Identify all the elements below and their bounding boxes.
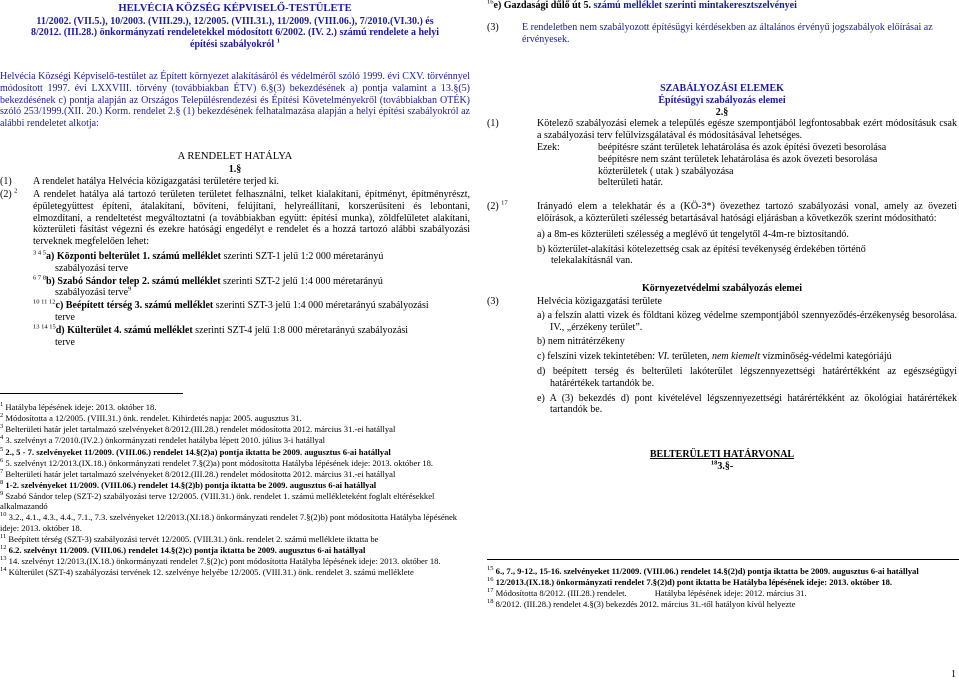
footnote: $^{12}$ 6.2. szelvényt 11/2009. (VIII.06.) rendelet 14.§(2)c) pontja iktatta be 2009. augusztus 6-ai hatállyal <box>0 543 366 555</box>
section-title: A RENDELET HATÁLYA <box>177 151 293 162</box>
env-item-e: e) A (3) bekezdés d) pont kivételével légszennyezettségi határértékként az ökológiai határértékek tartandók be. <box>537 392 957 416</box>
border-section: $^{18}$3.§- <box>710 459 734 472</box>
env-item-d: d) beépített terség és belterületi lakóterület légszennyezettségi határértékként az egészségügyi határértékek tartandók be. <box>537 365 957 389</box>
plan-list <box>0 251 470 348</box>
section-number: 1.§ <box>228 163 242 175</box>
border-title: BELTERÜLETI HATÁRVONAL <box>649 449 795 461</box>
footnotes-left <box>0 402 470 578</box>
right-paragraph-1: (1) Kötelező szabályozási elemek a település egésze szempontjából legfontosabbak ezért módosításuk csak a szabályozási terv felülvizsgálatával és módosításával lehetséges. <box>487 118 957 142</box>
rule-a: a) a 8m-es közterületi szélesség a meglévő út tengelytől 4-4m-re biztosítandó. <box>537 228 849 240</box>
regulation-title: SZABÁLYOZÁSI ELEMEK <box>660 83 784 94</box>
plan-item: $^{10 11 12}$c) Beépített térség 3. számú melléklet szerinti SZT-3 jelű 1:4 000 méretarányú szabályozási terve <box>33 298 429 324</box>
footnote: $^3$ Belterületi határ jelet tartalmazó szelvényeket 8/2012.(III.28.) rendelet módosította 2012. március 31.-ei hatállyal <box>0 423 396 435</box>
footnote: $^{16}$ 12/2013.(IX.18.) önkormányzati rendelet 7.§(2)d) pont iktatta be Hatályba lépésének ideje: 2013. október 18. <box>487 576 893 588</box>
plan-item: $^{3 4 5}$a) Központi belterület 1. számú melléklet szerinti SZT-1 jelű 1:2 000 méretarányú szabályozási terve <box>33 249 384 274</box>
rule-b: b) közterület-alakítási kötelezettség csak az építési tevékenység érdekében történő <box>537 243 866 255</box>
env-item-a: a) a felszín alatti vizek és földtani közeg védelme szempontjából szennyeződés-érzékenység besorolása. IV., „érzékeny terület”. <box>537 309 957 333</box>
elements-list: Ezek: beépítésre szánt területek lehatárolása és azok építési övezeti besorolása beépítésre nem szánt területek lehatárolása és azok övezeti besorolása közterületek ( utak ) szabályozása belterületi határ. <box>537 141 887 189</box>
footnote: $^{13}$ 14. szelvényt 12/2013.(IX.18.) önkormányzati rendelet 7.§(2)c) pont módosította Hatályba lépésének ideje: 2013. október 18. <box>0 555 441 566</box>
footnote: $^9$ Szabó Sándor telep (SZT-2) szabályozási terve 12/2005. (VIII.31.) önk. rendelet 1. számú mellékleteként foglalt eltérésekkel alkalmazandó <box>0 490 435 512</box>
footnote: $^2$ Módosította a 12/2005. (VIII.31.) önk. rendelet. Kihirdetés napja: 2005. augusztus 31. <box>0 412 302 424</box>
footnote: $^1$ Hatályba lépésének ideje: 2013. október 18. <box>0 401 157 412</box>
plan-item: $^{13 14 15}$d) Külterület 4. számú melléklet szerinti SZT-4 jelű 1:8 000 méretarányú szabályozási terve <box>33 323 409 348</box>
header-amendments-line2: 8/2012. (III.28.) önkormányzati rendeletekkel módosított 6/2002. (IV. 2.) számú rendelete a helyi <box>30 27 440 39</box>
rule-b-cont: telekalakításnál van. <box>551 255 633 267</box>
footnote: $^{14}$ Külterület (SZT-4) szabályozási tervének 12. szelvénye helyébe 12/2005. (VIII.31.) önk. rendelet 3. számú melléklete <box>0 566 414 578</box>
footnote: $^8$ 1-2. szelvényeket 11/2009. (VIII.06.) rendelet 14.§(2)b) pontja iktatta be 2009. augusztus 6-ai hatállyal <box>0 479 377 490</box>
right-paragraph-3: (3) Helvécia közigazgatási területe a) a felszín alatti vizek és földtani közeg védelme szempontjából szennyeződés-érzékenység besorolása. IV., „érzékeny terület”. b) nem nitrátérzékeny c) felszíni vizek tekintetében: VI. területen, nem kiemelt vízminőség-védelmi kategóriájú d) beépített terség és belterületi lakóterület légszennyezettségi határértékként az egészségügyi határértékek tartandók be. e) A (3) bekezdés d) pont kivételével légszennyezettségi határértékként az ökológiai határértékek tartandók be. <box>487 295 957 416</box>
paragraph-2: (2) $^2$ A rendelet hatálya alá tartozó területen területet felhasználni, telket kialakítani, építményt, építményrészt, épületegyüttest építeni, átalakítani, bővíteni, felújítani, helyreállítani, korszerűsíteni és lebontani, elmozdítani, a rendeltetést megváltoztatni (a továbbiakban együtt: építési munka), zöldfelületet alakítani, közterületi fásítást végezni és ezekre hatósági engedélyt e rendelet és a hozzá tartozó alábbi szabályozási terveknek megfelelően lehet: <box>0 187 470 248</box>
footnote: $^{18}$ 8/2012. (III.28.) rendelet 4.§(3) bekezdés 2012. március 31.-től hatályon kívül helyezte <box>487 598 796 610</box>
footnote: $^{11}$ Beépített térség (SZT-3) szabályozási tervét 12/2005. (VIII.31.) önk. rendelet 2. számú melléklete iktatta be <box>0 532 379 544</box>
plan-item: $^{6 7 8}$b) Szabó Sándor telep 2. számú melléklet szerinti SZT-2 jelű 1:4 000 méretarányú szabályozási terve$^9$ <box>33 274 383 299</box>
footnote: $^6$ 5. szelvényt 12/2013.(IX.18.) önkormányzati rendelet 7.§(2)a) pont módosította Hatályba lépésének ideje: 2013. október 18. <box>0 456 434 468</box>
regulation-subtitle: Építésügyi szabályozás elemei <box>658 94 786 106</box>
item-e-line: $^{16}$e) Gazdasági dűlő út 5. számú melléklet szerinti mintakeresztszelvényei <box>487 0 797 11</box>
footnote: $^{17}$ Módosította 8/2012. (III.28.) rendelet. Hatályba lépésének ideje: 2012. március 31. <box>487 587 807 599</box>
footnote: $^4$ 3. szelvényt a 7/2010.(IV.2.) önkormányzati rendelet hatályba lépett 2010. július 3-i hatállyal <box>0 434 326 446</box>
footnote: $^5$ 2., 5 - 7. szelvényeket 11/2009. (VIII.06.) rendelet 14.§(2)a) pontja iktatta be 2009. augusztus 6-ai hatállyal <box>0 445 391 457</box>
header-title: HELVÉCIA KÖZSÉG KÉPVISELŐ-TESTÜLETE <box>118 3 352 14</box>
section-number-2: 2.§ <box>715 106 729 118</box>
env-item-b: b) nem nitrátérzékeny <box>537 336 625 348</box>
footnote: $^7$ Belterületi határ jelet tartalmazó szelvényeket 8/2012.(III.28.) rendelet módosította 2012. március 31.-ei hatállyal <box>0 467 396 479</box>
footnotes-right <box>487 566 957 611</box>
header-amendments-line1: 11/2002. (VII.5.), 10/2003. (VIII.29.), 12/2005. (VIII.31.), 11/2009. (VIII.06.), 7/2010.(VI.30.) és <box>36 15 434 27</box>
env-title: Környezetvédelmi szabályozás elemei <box>642 283 802 295</box>
header-subject: építési szabályokról $^1$ <box>190 37 280 51</box>
env-item-c: c) felszíni vizek tekintetében: VI. területen, nem kiemelt vízminőség-védelmi kategóriájú <box>537 351 892 363</box>
preamble: Helvécia Községi Képviselő-testület az Épített környezet alakításáról és védelméről szóló 1999. évi CXV. törvénnyel módosított 1997. évi LXXVIII. törvény (továbbiakban ÉTV) 6.§(3) bekezdésének a) pontja valamint a 13.§(5) bekezdésének c) pontja alapján az Országos Településrendezési és Építési Követelményekről (továbbiakban OTÉK) szóló 253/1999.(XII. 20.) Korm. rendelet 2.§ (1) bekezdésének felhatalmazása alapján a helyi építési szabályokról az alábbi rendeletet alkotja: <box>0 71 470 130</box>
item-3: (3) E rendeletben nem szabályozott építésügyi kérdésekben az általános érvényű jogszabályok előírásai az érvényesek. <box>487 21 933 45</box>
right-paragraph-2: (2) $^{17}$ Irányadó elem a telekhatár és a (KÖ-3*) övezethez tartozó szabályozási vonal, amely az övezeti előírások, a közterületi szélesség betartásával hatósági eljárásban a következők szerint módosítható: a) a 8m-es közterületi szélesség a meglévő út tengelytől 4-4m-re biztosítandó. b) közterület-alakítási kötelezettség csak az építési tevékenység érdekében történő telekalakításnál van. <box>487 199 957 267</box>
page-number: 1 <box>951 669 956 680</box>
paragraph-1: (1) A rendelet hatálya Helvécia közigazgatási területére terjed ki. <box>0 176 279 188</box>
right-header-block <box>487 0 952 45</box>
footnote: $^{10}$ 3.2., 4.1., 4.3., 4.4., 7.1., 7.3. szelvényeket 12/2013.(XI.18.) önkormányzati rendelet 7.§(2)b) pont módosította Hatályba lépésének ideje: 2013. október 18. <box>0 511 458 533</box>
document-header <box>0 3 470 51</box>
footnote: $^{15}$ 6., 7., 9-12., 15-16. szelvényeket 11/2009. (VIII.06.) rendelet 14.§(2)d) pontja iktatta be 2009. augusztus 6-ai hatállyal <box>487 565 919 576</box>
right-section <box>487 83 957 473</box>
left-section <box>0 151 470 348</box>
